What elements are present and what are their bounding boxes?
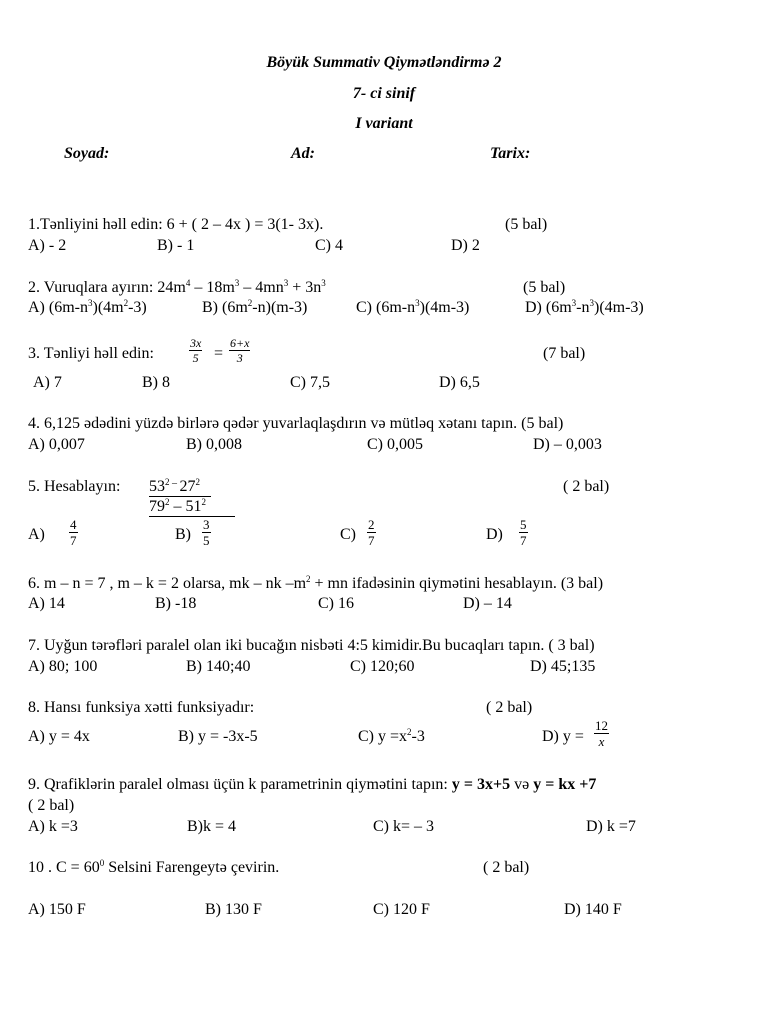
- q5-option-a-letter: A): [28, 526, 45, 543]
- q5-option-d-letter: D): [486, 526, 503, 543]
- q5-option-d-fraction: $\frac{5}{7}$: [520, 517, 527, 548]
- q8-option-d: D) y =: [542, 728, 584, 745]
- q3-option-a: A) 7: [33, 374, 62, 391]
- q7-option-d: D) 45;135: [530, 658, 596, 675]
- question-4-text: 4. 6,125 ədədini yüzdə birlərə qədər yuvarlaqlaşdırın və mütləq xətanı tapın. (5 bal): [28, 415, 564, 432]
- q5-option-a-fraction: $\frac{4}{7}$: [70, 517, 77, 548]
- q6-option-b: B) -18: [155, 595, 197, 612]
- q10-option-d: D) 140 F: [564, 901, 622, 918]
- q3-lhs-fraction: $\frac{3x}{5}$: [190, 336, 202, 365]
- q4-option-c: C) 0,005: [367, 436, 423, 453]
- q1-option-d: D) 2: [451, 237, 480, 254]
- q1-option-a: A) - 2: [28, 237, 67, 254]
- question-8-text: 8. Hansı funksiya xətti funksiyadır:: [28, 699, 255, 716]
- q5-option-b-letter: B): [175, 526, 191, 543]
- q5-option-c-fraction: $\frac{2}{7}$: [368, 517, 375, 548]
- grade-label: 7- ci sinif: [352, 85, 416, 102]
- q5-option-c-letter: C): [340, 526, 356, 543]
- q2-option-c: C) $(6m-n^3)(4m-3)$: [356, 298, 470, 316]
- q9-option-b: B)k = 4: [187, 818, 237, 835]
- q10-option-c: C) 120 F: [373, 901, 430, 918]
- q10-option-a: A) 150 F: [28, 901, 86, 918]
- q7-option-b: B) 140;40: [186, 658, 251, 675]
- question-5-label: 5. Hesablayın:: [28, 478, 121, 495]
- q3-rhs-fraction: $\frac{6+x}{3}$: [230, 336, 250, 365]
- q6-option-c: C) 16: [318, 595, 354, 612]
- q1-option-c: C) 4: [315, 237, 343, 254]
- q1-option-b: B) - 1: [157, 237, 195, 254]
- question-9-points: ( 2 bal): [28, 797, 75, 814]
- q3-option-c: C) 7,5: [290, 374, 330, 391]
- question-1-points: (5 bal): [505, 216, 548, 233]
- question-9-text: 9. Qrafiklərin paralel olması üçün k parametrinin qiymətini tapın: y = 3x+5 və y = kx +7: [28, 776, 597, 793]
- question-8-points: ( 2 bal): [486, 699, 533, 716]
- q4-option-d: D) – 0,003: [533, 436, 602, 453]
- q3-option-d: D) 6,5: [439, 374, 480, 391]
- question-2-text: 2. Vuruqlara ayırın: $24m^4 - 18m^3 - 4mn^3 + 3n^3$: [28, 278, 326, 296]
- q2-option-d: D) $(6m^3-n^3)(4m-3)$: [525, 298, 644, 316]
- question-2-points: (5 bal): [523, 279, 566, 296]
- page-title: Böyük Summativ Qiymətləndirmə 2: [266, 54, 502, 71]
- question-10-points: ( 2 bal): [483, 859, 530, 876]
- q9-option-a: A) k =3: [28, 818, 78, 835]
- q6-option-a: A) 14: [28, 595, 65, 612]
- q9-option-c: C) k= – 3: [373, 818, 435, 835]
- q8-option-c: C) $y =x^2-3$: [358, 727, 425, 745]
- question-3-text: 3. Tənliyi həll edin:: [28, 345, 154, 362]
- variant-label: I variant: [355, 115, 413, 132]
- q2-option-b: B) $(6m^2-n)(m-3)$: [202, 298, 308, 316]
- name-label: Ad:: [291, 145, 315, 162]
- q5-denominator: $79^2 - 51^2$: [149, 499, 235, 517]
- surname-label: Soyad:: [64, 145, 110, 162]
- q7-option-c: C) 120;60: [350, 658, 415, 675]
- question-5-points: ( 2 bal): [563, 478, 610, 495]
- question-1-text: 1.Tənliyini həll edin: 6 + ( 2 – 4x ) = 3(1- 3x).: [28, 216, 324, 233]
- question-6-text: 6. m – n = 7 , m – k = 2 olarsa, mk – nk $-m^2$ + mn ifadəsinin qiymətini hesablayın. (3 bal): [28, 574, 604, 592]
- q5-numerator: $53^2$ – $27^2$: [149, 479, 211, 497]
- q8-option-b: B) y = -3x-5: [178, 728, 258, 745]
- q6-option-d: D) – 14: [463, 595, 512, 612]
- q4-option-b: B) 0,008: [186, 436, 242, 453]
- date-label: Tarix:: [490, 145, 531, 162]
- question-3-points: (7 bal): [543, 345, 586, 362]
- q9-option-d: D) k =7: [586, 818, 636, 835]
- q8-option-d-fraction: $\frac{12}{x}$: [595, 718, 608, 749]
- q5-option-b-fraction: $\frac{3}{5}$: [203, 517, 210, 548]
- q3-equals: =: [214, 345, 224, 362]
- q7-option-a: A) 80; 100: [28, 658, 98, 675]
- question-10-text: 10 . $C = 60^0$ Selsini Farengeytə çevirin.: [28, 858, 280, 876]
- q2-option-a: A) $(6m-n^3)(4m^2-3)$: [28, 298, 147, 316]
- q3-option-b: B) 8: [142, 374, 170, 391]
- q10-option-b: B) 130 F: [205, 901, 262, 918]
- q8-option-a: A) y = 4x: [28, 728, 90, 745]
- question-7-text: 7. Uyğun tərəfləri paralel olan iki bucağın nisbəti 4:5 kimidir.Bu bucaqları tapın. ( 3 bal): [28, 637, 595, 654]
- q4-option-a: A) 0,007: [28, 436, 85, 453]
